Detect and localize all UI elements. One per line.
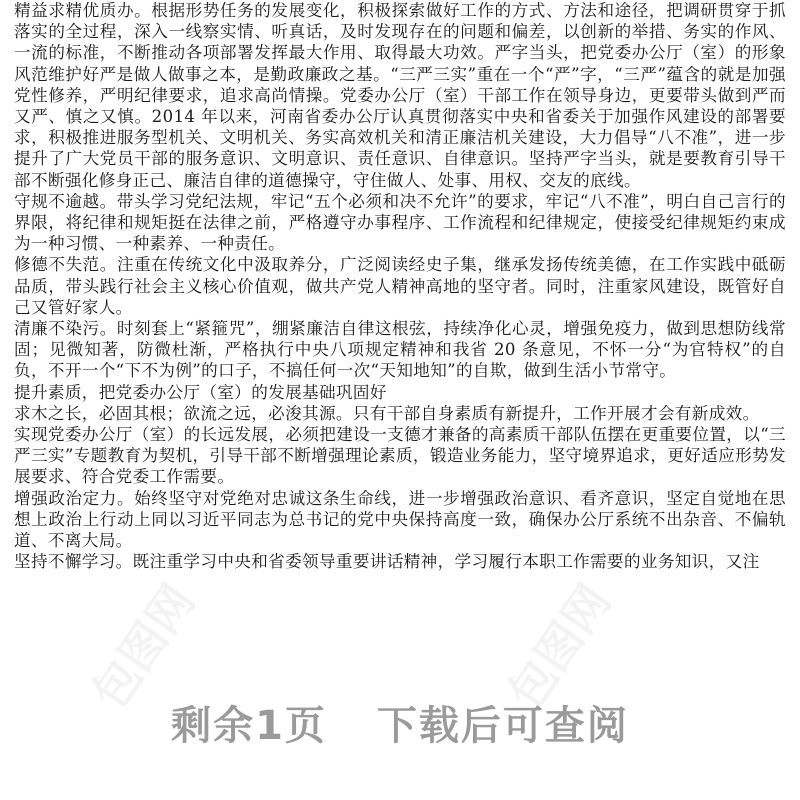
paragraph: 精益求精优质办。根据形势任务的发展变化，积极探索做好工作的方式、方法和途径，把调研贯穿于抓落实的全过程，深入一线察实情、听真话，及时发现存在的问题和偏差，以创新的举措、务实的作风、一流的标准，不断推动各项部署发挥最大作用、取得最大功效。严字当头，把党委办公厅（室）的形象风范维护好严是做人做事之本，是勤政廉政之基。“三严三实”重在一个“严”字，“三严”蕴含的就是加强党性修养，严明纪律要求，追求高尚情操。党委办公厅（室）干部工作在领导身边，更要带头做到严而又严、慎之又慎。2014 年以来，河南省委办公厅认真贯彻落实中央和省委关于加强作风建设的部署要求，积极推进服务型机关、文明机关、务实高效机关和清正廉洁机关建设，大力倡导“八不准”，进一步提升了广大党员干部的服务意识、文明意识、责任意识、自律意识。坚持严字当头，就是要教育引导干部不断强化修身正己、廉洁自律的道德操守，守住做人、处事、用权、交友的底线。: [14, 1, 786, 190]
download-banner[interactable]: [0, 692, 800, 752]
paragraph: 坚持不懈学习。既注重学习中央和省委领导重要讲话精神，学习履行本职工作需要的业务知识，又注: [14, 552, 760, 572]
section-heading: 提升素质，把党委办公厅（室）的发展基础巩固好: [14, 382, 387, 402]
paragraph: 实现党委办公厅（室）的长远发展，必须把建设一支德才兼备的高素质干部队伍摆在更重要位置，以“三严三实”专题教育为契机，引导干部不断增强理论素质，锻造业务能力，坚守境界追求，更好适应形势发展要求、符合党委工作需要。: [14, 425, 786, 487]
paragraph: 守规不逾越。带头学习党纪法规，牢记“五个必须和决不允许”的要求，牢记“八不准”，明白自己言行的界限，将纪律和规矩挺在法律之前，严格遵守办事程序、工作流程和纪律规定，使接受纪律规矩约束成为一种习惯、一种素养、一种责任。: [14, 191, 786, 254]
document-body: [14, 0, 786, 572]
download-prompt-text: 下载后可查阅: [376, 702, 629, 749]
paragraph: 增强政治定力。始终坚守对党绝对忠诚这条生命线，进一步增强政治意识、看齐意识，坚定自觉地在思想上政治上行动上同以习近平同志为总书记的党中央保持高度一致，确保办公厅系统不出杂音、不偏轨道、不离大局。: [14, 488, 786, 551]
paragraph: 清廉不染污。时刻套上“紧箍咒”，绷紧廉洁自律这根弦，持续净化心灵，增强免疫力，做到思想防线常固；见微知著，防微杜渐，严格执行中央八项规定精神和我省 20 条意见，不怀一分“为官特权”的自负，不开一个“下不为例”的口子，不搞任何一次“天知地知”的自欺，做到生活小节常守。: [14, 319, 786, 381]
watermark-logo: 包图网: [81, 574, 206, 719]
paragraph: 求木之长，必固其根；欲流之远，必浚其源。只有干部自身素质有新提升，工作开展才会有新成效。: [14, 403, 760, 423]
paragraph: 修德不失范。注重在传统文化中汲取养分，广泛阅读经史子集，继承发扬传统美德，在工作实践中砥砺品质，带头践行社会主义核心价值观，做共产党人精神高地的坚守者。同时，注重家风建设，既管好自己又管好家人。: [14, 255, 786, 317]
remaining-pages-text: 剩余1页: [171, 702, 327, 749]
watermark-logo: 包图网: [497, 574, 622, 719]
